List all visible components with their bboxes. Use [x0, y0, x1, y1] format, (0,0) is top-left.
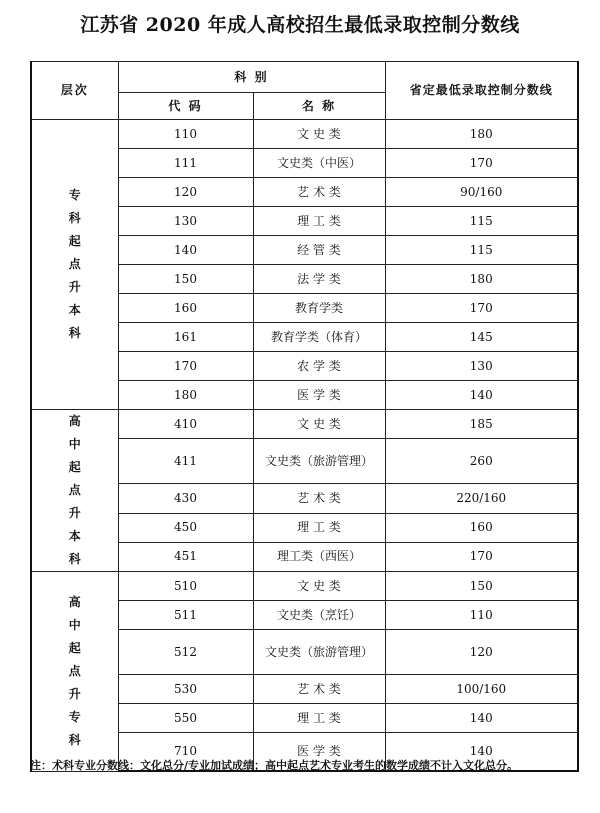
code-cell: 430	[118, 484, 253, 513]
score-cell: 220/160	[385, 484, 578, 513]
code-cell: 140	[118, 236, 253, 265]
header-name: 名 称	[253, 93, 385, 120]
score-cell: 90/160	[385, 178, 578, 207]
footnote: 注：术科专业分数线：文化总分/专业加试成绩；高中起点艺术专业考生的数学成绩不计入文化总分。	[30, 759, 519, 772]
code-cell: 130	[118, 207, 253, 236]
name-cell: 艺 术 类	[253, 484, 385, 513]
level-label: 高中起点升本科	[68, 414, 81, 566]
name-cell: 文 史 类	[253, 410, 385, 439]
name-cell: 理 工 类	[253, 513, 385, 542]
score-cell: 115	[385, 207, 578, 236]
name-cell: 文史类（烹饪）	[253, 601, 385, 630]
code-cell: 161	[118, 323, 253, 352]
score-cell: 160	[385, 513, 578, 542]
name-cell: 文史类（旅游管理）	[253, 630, 385, 675]
table-row	[31, 120, 578, 149]
score-cell: 180	[385, 120, 578, 149]
score-cell: 140	[385, 704, 578, 733]
score-cell: 140	[385, 733, 578, 772]
name-cell: 法 学 类	[253, 265, 385, 294]
code-cell: 710	[118, 733, 253, 772]
header-score: 省定最低录取控制分数线	[385, 62, 578, 120]
code-cell: 451	[118, 542, 253, 571]
code-cell: 511	[118, 601, 253, 630]
name-cell: 文 史 类	[253, 572, 385, 601]
table-body	[31, 62, 578, 772]
code-cell: 450	[118, 513, 253, 542]
score-cell: 170	[385, 542, 578, 571]
name-cell: 文 史 类	[253, 120, 385, 149]
code-cell: 410	[118, 410, 253, 439]
score-cell: 180	[385, 265, 578, 294]
header-subject: 科 别	[118, 62, 385, 93]
code-cell: 111	[118, 149, 253, 178]
score-cell: 115	[385, 236, 578, 265]
name-cell: 文史类（旅游管理）	[253, 439, 385, 484]
name-cell: 经 管 类	[253, 236, 385, 265]
name-cell: 艺 术 类	[253, 675, 385, 704]
score-cell: 110	[385, 601, 578, 630]
code-cell: 160	[118, 294, 253, 323]
code-cell: 512	[118, 630, 253, 675]
table-row	[31, 410, 578, 439]
score-cell: 185	[385, 410, 578, 439]
code-cell: 510	[118, 572, 253, 601]
score-cell: 150	[385, 572, 578, 601]
code-cell: 180	[118, 381, 253, 410]
code-cell: 170	[118, 352, 253, 381]
score-cell: 170	[385, 149, 578, 178]
score-cell: 140	[385, 381, 578, 410]
level-cell	[31, 572, 118, 772]
score-table	[30, 61, 579, 772]
name-cell: 理 工 类	[253, 704, 385, 733]
score-cell: 170	[385, 294, 578, 323]
header-code: 代 码	[118, 93, 253, 120]
header-row-1	[31, 62, 578, 93]
name-cell: 文史类（中医）	[253, 149, 385, 178]
score-cell: 260	[385, 439, 578, 484]
code-cell: 411	[118, 439, 253, 484]
score-cell: 100/160	[385, 675, 578, 704]
name-cell: 理工类（西医）	[253, 542, 385, 571]
score-cell: 130	[385, 352, 578, 381]
name-cell: 农 学 类	[253, 352, 385, 381]
level-label: 专科起点升本科	[68, 188, 81, 340]
name-cell: 理 工 类	[253, 207, 385, 236]
page-title: 江苏省 2020 年成人高校招生最低录取控制分数线	[80, 14, 520, 36]
code-cell: 550	[118, 704, 253, 733]
code-cell: 110	[118, 120, 253, 149]
score-cell: 120	[385, 630, 578, 675]
level-cell	[31, 410, 118, 572]
name-cell: 艺 术 类	[253, 178, 385, 207]
header-level: 层次	[31, 62, 118, 120]
table-row	[31, 572, 578, 601]
code-cell: 120	[118, 178, 253, 207]
level-cell	[31, 120, 118, 410]
level-label: 高中起点升专科	[68, 594, 81, 747]
name-cell: 医 学 类	[253, 381, 385, 410]
score-cell: 145	[385, 323, 578, 352]
name-cell: 教育学类（体育）	[253, 323, 385, 352]
code-cell: 530	[118, 675, 253, 704]
code-cell: 150	[118, 265, 253, 294]
name-cell: 医 学 类	[253, 733, 385, 772]
name-cell: 教育学类	[253, 294, 385, 323]
